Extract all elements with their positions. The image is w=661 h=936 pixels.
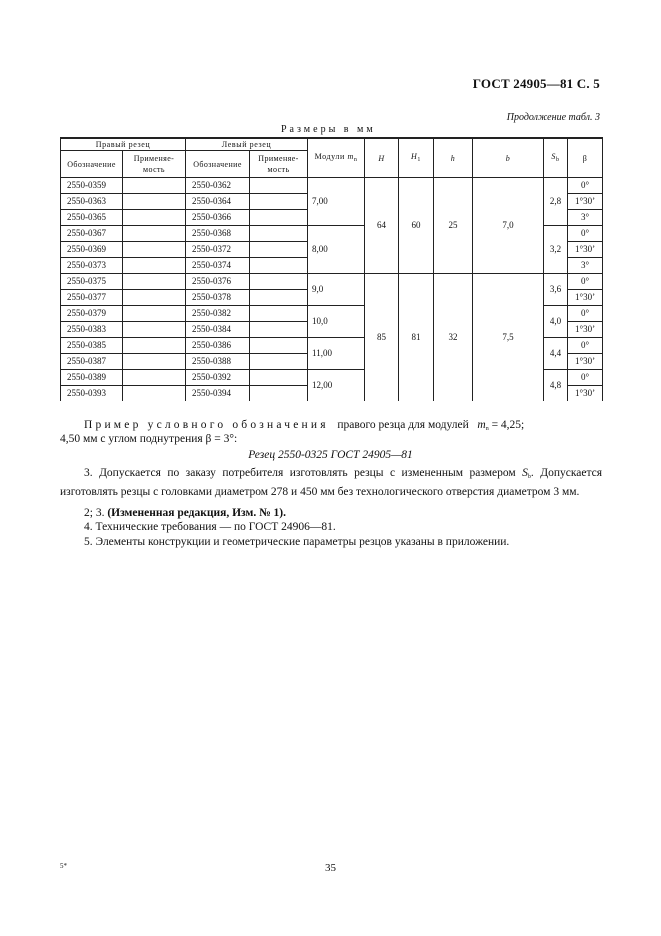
module-cell: 7,00	[308, 178, 365, 226]
right-applicability-cell	[123, 274, 186, 290]
sb-header-sub: b	[556, 156, 560, 163]
edition-note-prefix: 2; 3.	[84, 507, 105, 519]
b-cell: 7,5	[473, 274, 544, 402]
module-cell: 11,00	[308, 338, 365, 370]
right-applicability-cell	[123, 370, 186, 386]
left-applicability-cell	[250, 210, 308, 226]
h-upper-header: H	[365, 138, 399, 178]
left-applicability-cell	[250, 194, 308, 210]
table-continuation-note: Продолжение табл. 3	[506, 112, 600, 123]
dimensions-table-wrap	[60, 137, 602, 401]
dimensions-table	[60, 137, 603, 401]
h1-cell: 81	[399, 274, 434, 402]
edition-note-bold: (Измененная редакция, Изм. № 1).	[107, 507, 286, 519]
right-applicability-cell	[123, 226, 186, 242]
module-cell: 9,0	[308, 274, 365, 306]
right-code-cell: 2550-0379	[61, 306, 123, 322]
sb-cell: 3,6	[544, 274, 568, 306]
sb-cell: 4,8	[544, 370, 568, 402]
right-applicability-cell	[123, 194, 186, 210]
left-applicability-cell	[250, 338, 308, 354]
left-code-cell: 2550-0372	[186, 242, 250, 258]
beta-cell: 0°	[568, 178, 603, 194]
left-applicability-cell	[250, 370, 308, 386]
left-designation-header: Обозначение	[186, 151, 250, 178]
beta-cell: 0°	[568, 338, 603, 354]
dimensions-caption: Размеры в мм	[281, 124, 376, 135]
right-applicability-cell	[123, 322, 186, 338]
beta-cell: 0°	[568, 226, 603, 242]
beta-cell: 0°	[568, 274, 603, 290]
left-code-cell: 2550-0386	[186, 338, 250, 354]
beta-cell: 1°30’	[568, 322, 603, 338]
left-code-cell: 2550-0374	[186, 258, 250, 274]
example-mn-symbol: m	[477, 419, 486, 431]
right-code-cell: 2550-0377	[61, 290, 123, 306]
sb-cell: 4,4	[544, 338, 568, 370]
left-applicability-cell	[250, 178, 308, 194]
modules-header-symbol: m	[347, 151, 354, 161]
b-header: b	[473, 138, 544, 178]
paragraph-5: 5. Элементы конструкции и геометрические параметры резцов указаны в приложении.	[84, 536, 510, 548]
paragraph-3	[60, 466, 602, 500]
left-code-cell: 2550-0388	[186, 354, 250, 370]
left-applicability-cell	[250, 226, 308, 242]
right-applicability-cell	[123, 242, 186, 258]
example-designation: Резец 2550-0325 ГОСТ 24905—81	[248, 449, 413, 461]
beta-header: β	[568, 138, 603, 178]
left-code-cell: 2550-0384	[186, 322, 250, 338]
right-code-cell: 2550-0365	[61, 210, 123, 226]
paragraph-3-end: . Допускается изготовлять резцы с головками диаметром 278 и 450 мм без технологического отверстия диаметром 3 мм.	[60, 467, 603, 498]
left-code-cell: 2550-0362	[186, 178, 250, 194]
left-applicability-cell	[250, 242, 308, 258]
example-spaced-heading: Пример условного обозначения	[84, 419, 329, 431]
right-code-cell: 2550-0369	[61, 242, 123, 258]
h-lower-header: h	[434, 138, 473, 178]
right-code-cell: 2550-0389	[61, 370, 123, 386]
beta-cell: 3°	[568, 258, 603, 274]
right-code-cell: 2550-0393	[61, 386, 123, 402]
sb-cell: 4,0	[544, 306, 568, 338]
example-rest: правого резца для модулей	[337, 419, 469, 431]
beta-cell: 0°	[568, 306, 603, 322]
right-code-cell: 2550-0363	[61, 194, 123, 210]
example-value: = 4,25;	[491, 419, 525, 431]
left-applicability-header: Применяе- мость	[250, 151, 308, 178]
right-code-cell: 2550-0373	[61, 258, 123, 274]
page-number: 35	[325, 862, 336, 874]
example-mn-sub: n	[485, 426, 489, 432]
beta-cell: 1°30’	[568, 290, 603, 306]
right-applicability-cell	[123, 258, 186, 274]
right-code-cell: 2550-0375	[61, 274, 123, 290]
right-code-cell: 2550-0387	[61, 354, 123, 370]
right-applicability-cell	[123, 178, 186, 194]
right-applicability-cell	[123, 306, 186, 322]
beta-cell: 1°30’	[568, 242, 603, 258]
left-cutter-group-header: Левый резец	[186, 138, 308, 151]
left-applicability-cell	[250, 354, 308, 370]
left-code-cell: 2550-0364	[186, 194, 250, 210]
sheet-mark: 5*	[60, 862, 67, 870]
sb-cell: 2,8	[544, 178, 568, 226]
beta-cell: 1°30’	[568, 354, 603, 370]
right-applicability-cell	[123, 338, 186, 354]
paragraph-3-sub: b	[527, 474, 531, 480]
b-cell: 7,0	[473, 178, 544, 274]
right-applicability-header: Применяе- мость	[123, 151, 186, 178]
right-code-cell: 2550-0383	[61, 322, 123, 338]
beta-cell: 1°30’	[568, 194, 603, 210]
modules-header-label: Модули	[314, 151, 345, 161]
paragraph-3-symbol: S	[522, 467, 528, 479]
example-line-2: 4,50 мм с углом поднутрения β = 3°:	[60, 433, 238, 445]
left-applicability-cell	[250, 290, 308, 306]
modules-header	[308, 138, 365, 178]
h1-cell: 60	[399, 178, 434, 274]
left-code-cell: 2550-0392	[186, 370, 250, 386]
right-applicability-cell	[123, 210, 186, 226]
left-code-cell: 2550-0376	[186, 274, 250, 290]
left-applicability-cell	[250, 386, 308, 402]
h-lower-cell: 32	[434, 274, 473, 402]
h1-header	[399, 138, 434, 178]
beta-cell: 1°30’	[568, 386, 603, 402]
h-upper-cell: 64	[365, 178, 399, 274]
right-applicability-cell	[123, 290, 186, 306]
module-cell: 8,00	[308, 226, 365, 274]
sb-header-symbol: S	[551, 151, 557, 161]
h-upper-cell: 85	[365, 274, 399, 402]
left-applicability-cell	[250, 258, 308, 274]
sb-cell: 3,2	[544, 226, 568, 274]
right-code-cell: 2550-0367	[61, 226, 123, 242]
module-cell: 12,00	[308, 370, 365, 402]
left-applicability-cell	[250, 306, 308, 322]
h-lower-cell: 25	[434, 178, 473, 274]
modules-header-sub: n	[353, 156, 358, 163]
edition-note	[84, 506, 286, 521]
paragraph-3-start: 3. Допускается по заказу потребителя изготовлять резцы с измененным размером	[84, 467, 516, 479]
right-designation-header: Обозначение	[61, 151, 123, 178]
module-cell: 10,0	[308, 306, 365, 338]
right-applicability-cell	[123, 354, 186, 370]
left-code-cell: 2550-0368	[186, 226, 250, 242]
document-header-title: ГОСТ 24905—81 С. 5	[472, 76, 600, 91]
beta-cell: 3°	[568, 210, 603, 226]
left-code-cell: 2550-0378	[186, 290, 250, 306]
right-code-cell: 2550-0385	[61, 338, 123, 354]
left-applicability-cell	[250, 322, 308, 338]
right-code-cell: 2550-0359	[61, 178, 123, 194]
paragraph-4: 4. Технические требования — по ГОСТ 24906—81.	[84, 521, 336, 533]
h1-header-sub: 1	[417, 156, 422, 163]
beta-cell: 0°	[568, 370, 603, 386]
h1-header-symbol: H	[411, 151, 418, 161]
left-applicability-cell	[250, 274, 308, 290]
left-code-cell: 2550-0382	[186, 306, 250, 322]
left-code-cell: 2550-0366	[186, 210, 250, 226]
right-cutter-group-header: Правый резец	[61, 138, 186, 151]
left-code-cell: 2550-0394	[186, 386, 250, 402]
sb-header	[544, 138, 568, 178]
right-applicability-cell	[123, 386, 186, 402]
